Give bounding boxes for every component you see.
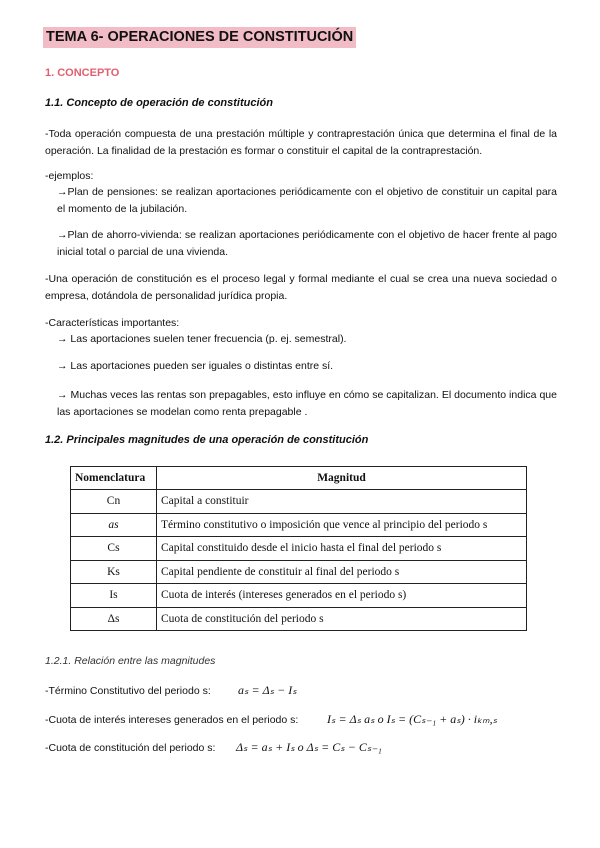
subsubsection-heading-relacion: 1.2.1. Relación entre las magnitudes <box>45 655 216 667</box>
page-title: TEMA 6- OPERACIONES DE CONSTITUCIÓN <box>43 27 356 48</box>
caracteristica-iguales-distintas: → Las aportaciones pueden ser iguales o distintas entre sí. <box>57 360 334 372</box>
table-cell-symbol: Cs <box>71 537 157 561</box>
section-heading-concepto: 1. CONCEPTO <box>45 67 120 79</box>
paragraph-operacion-constitucion: -Una operación de constitución es el proceso legal y formal mediante el cual se crea una nueva sociedad o empresa, dotándola de personalidad jurídica propia. <box>45 273 557 302</box>
table-row <box>71 490 527 514</box>
table-cell-symbol: Δs <box>71 607 157 631</box>
table-row <box>71 560 527 584</box>
relation-termino-constitutivo-label: -Término Constitutivo del periodo s: <box>45 685 211 697</box>
table-header-nomenclatura: Nomenclatura <box>71 467 157 490</box>
table-cell-description: Término constitutivo o imposición que vence al principio del periodo s <box>157 513 527 537</box>
caracteristica-frecuencia: → Las aportaciones suelen tener frecuencia (p. ej. semestral). <box>57 333 347 345</box>
relation-termino-constitutivo-formula: aₛ = Δₛ − Iₛ <box>238 683 297 697</box>
relation-cuota-constitucion-formula: Δₛ = aₛ + Iₛ o Δₛ = Cₛ − Cₛ₋₁ <box>236 740 382 754</box>
ejemplo-plan-pensiones: →Plan de pensiones: se realizan aportaciones periódicamente con el objetivo de constituir un capital para el momento de la jubilación. <box>57 186 557 215</box>
ejemplos-label: -ejemplos: <box>45 170 94 182</box>
table-cell-symbol: as <box>71 513 157 537</box>
table-header-row <box>71 467 527 490</box>
subsection-heading-concepto-operacion: 1.1. Concepto de operación de constitución <box>45 97 273 109</box>
table-row <box>71 607 527 631</box>
relation-cuota-constitucion-label: -Cuota de constitución del periodo s: <box>45 742 216 754</box>
table-cell-symbol: Ks <box>71 560 157 584</box>
table-cell-description: Capital a constituir <box>157 490 527 514</box>
table-cell-symbol: Is <box>71 584 157 608</box>
caracteristicas-label: -Características importantes: <box>45 317 180 329</box>
table-row <box>71 584 527 608</box>
magnitudes-table <box>70 466 527 631</box>
caracteristica-prepagables: → Muchas veces las rentas son prepagables, esto influye en cómo se capitalizan. El documento indica que las aportaciones se modelan como renta prepagable . <box>57 389 557 418</box>
table-header-magnitud: Magnitud <box>157 467 527 490</box>
table-cell-symbol: Cn <box>71 490 157 514</box>
table-row <box>71 537 527 561</box>
ejemplo-plan-ahorro-vivienda: →Plan de ahorro-vivienda: se realizan aportaciones periódicamente con el objetivo de hacer frente al pago inicial total o parcial de una vivienda. <box>57 229 557 258</box>
table-cell-description: Cuota de interés (intereses generados en el periodo s) <box>157 584 527 608</box>
table-cell-description: Cuota de constitución del periodo s <box>157 607 527 631</box>
relation-cuota-interes-formula: Iₛ = Δₛ aₛ o Iₛ = (Cₛ₋₁ + aₛ) · iₖₘ,ₛ <box>327 712 498 726</box>
paragraph-definicion: -Toda operación compuesta de una prestación múltiple y contraprestación única que determina el final de la operación. La finalidad de la prestación es formar o constituir el capital de la contraprestación. <box>45 128 557 157</box>
table-cell-description: Capital constituido desde el inicio hasta el final del periodo s <box>157 537 527 561</box>
table-row <box>71 513 527 537</box>
subsection-heading-magnitudes: 1.2. Principales magnitudes de una operación de constitución <box>45 434 369 446</box>
table-cell-description: Capital pendiente de constituir al final del periodo s <box>157 560 527 584</box>
relation-cuota-interes-label: -Cuota de interés intereses generados en el periodo s: <box>45 714 299 726</box>
